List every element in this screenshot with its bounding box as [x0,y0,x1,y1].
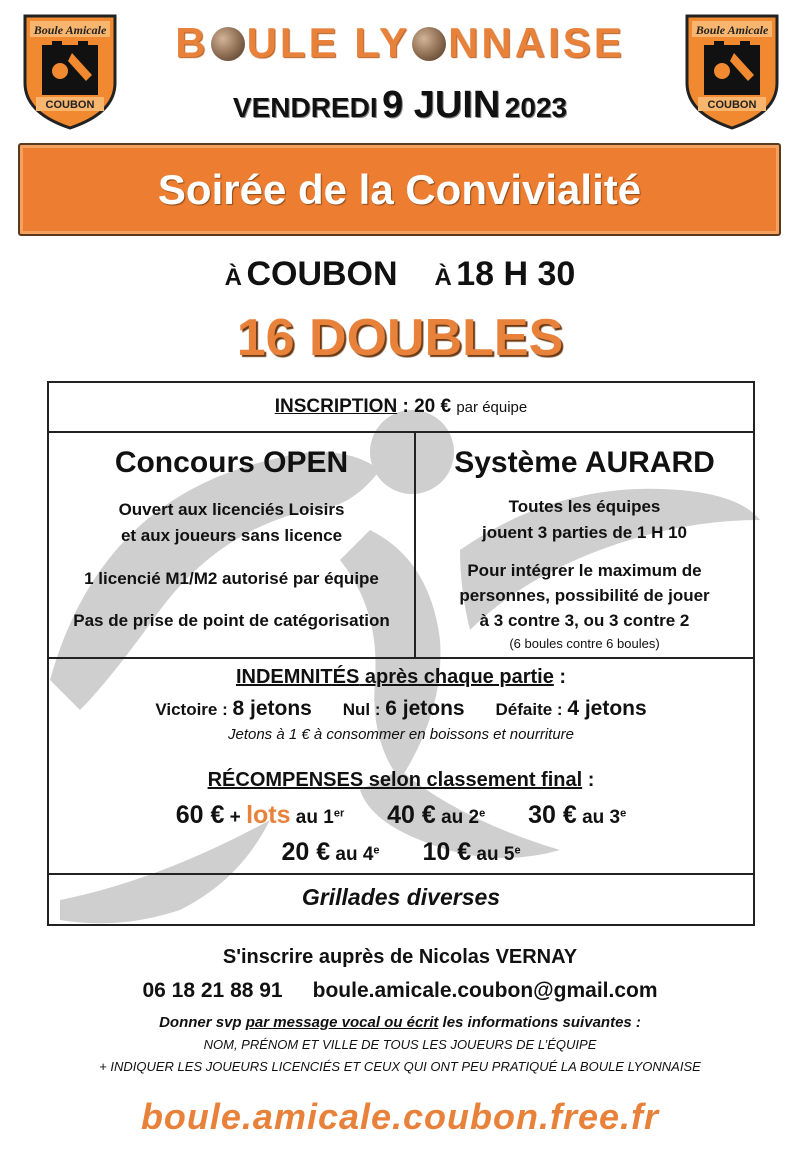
prize-5-sup: e [514,844,521,857]
indemnites-label: INDEMNITÉS [235,666,360,688]
prize-1-sup: er [333,807,345,820]
prize-1-amount: 60 € [175,801,225,829]
headline-format: 16 DOUBLES [236,309,564,367]
open-line: Pas de prise de point de catégorisation [73,611,390,630]
prize-5-place: au 5 [471,844,515,865]
table-divider [47,431,755,433]
registration-info-line: NOM, PRÉNOM ET VILLE DE TOUS LES JOUEURS DE L’ÉQUIPE [203,1037,597,1052]
prizes-row-1 [47,801,755,830]
location-prefix: À [224,264,242,291]
prize-4-amount: 20 € [281,838,331,866]
prize-3-sup: e [620,807,627,820]
prize-3-place: au 3 [576,807,621,828]
prize-5-amount: 10 € [422,838,472,866]
defaite-label: Défaite : [495,700,568,719]
club-crest-right-icon [684,13,780,131]
indemnites-title [47,666,755,689]
prize-2-sup: e [479,807,486,820]
open-line: et aux joueurs sans licence [120,526,343,545]
prizes-row-2 [47,838,755,867]
prize-1-place: au 1 [290,807,334,828]
crest-top-text: Boule Amicale [33,23,107,37]
open-line: Ouvert aux licenciés Loisirs [118,500,345,519]
inscription-suffix: par équipe [456,399,528,416]
prize-2-amount: 40 € [387,801,436,829]
time-prefix: À [434,264,452,291]
registration-note [60,1014,740,1031]
open-line: 1 licencié M1/M2 autorisé par équipe [84,569,379,588]
inscription-sep: : [397,396,415,417]
nul-value: 6 jetons [385,697,465,720]
date-year: 2023 [504,92,568,123]
note-underlined: par message vocal ou écrit [245,1014,439,1031]
defaite-value: 4 jetons [567,697,647,720]
inscription-label: INSCRIPTION [274,396,398,417]
recompenses-title [47,769,755,792]
note-suffix: les informations suivantes : [438,1014,641,1031]
grillades-row: Grillades diverses [301,884,501,910]
aurard-note: (6 boules contre 6 boules) [509,636,660,651]
table-divider [47,657,755,659]
inscription-price: 20 € [414,396,452,417]
aurard-line: jouent 3 parties de 1 H 10 [481,523,687,542]
indemnites-label-rest: après chaque partie [359,666,554,688]
aurard-title: Système AURARD [454,446,715,479]
event-date [150,80,650,130]
boule-ball-icon [412,27,446,61]
prize-1-lots: lots [246,801,291,829]
date-number: 9 JUIN [382,84,501,126]
victoire-label: Victoire : [155,700,233,719]
table-divider [47,873,755,875]
event-time: 18 H 30 [456,255,576,293]
recompenses-label-rest: selon classement final [363,769,583,791]
inscription-row [47,396,755,418]
date-day: VENDREDI [232,92,378,123]
contact-line: S'inscrire auprès de Nicolas VERNAY [222,946,578,968]
aurard-line: à 3 contre 3, ou 3 contre 2 [479,611,690,630]
jetons-note: Jetons à 1 € à consommer en boissons et nourriture [227,726,575,743]
crest-bottom-text: COUBON [45,99,95,111]
boule-ball-icon [211,27,245,61]
crest-bottom-text: COUBON [707,99,757,111]
contact-email[interactable]: boule.amicale.coubon@gmail.com [312,979,658,1002]
title-part: B [175,19,209,66]
event-banner-title: Soirée de la Convivialité [157,166,642,213]
aurard-line: personnes, possibilité de jouer [459,586,710,605]
event-location-time [100,252,700,296]
crest-top-text: Boule Amicale [695,23,769,37]
note-prefix: Donner svp [159,1014,246,1031]
prize-3-amount: 30 € [528,801,577,829]
website-link[interactable]: boule.amicale.coubon.free.fr [140,1096,660,1137]
aurard-line: Pour intégrer le maximum de [467,561,702,580]
registration-info-line: + INDIQUER LES JOUEURS LICENCIÉS ET CEUX QUI ONT PEU PRATIQUÉ LA BOULE LYONNAISE [99,1059,701,1074]
title-part: NNAISE [448,19,625,66]
page-title [150,14,650,72]
recompenses-colon: : [582,769,595,791]
club-crest-left-icon [22,13,118,131]
prize-4-sup: e [373,844,380,857]
prize-1-plus: + [224,807,247,828]
contact-phone[interactable]: 06 18 21 88 91 [142,979,283,1002]
recompenses-label: RÉCOMPENSES [207,769,364,791]
indemnites-values [47,697,755,721]
title-part: ULE LY [246,19,411,66]
victoire-value: 8 jetons [232,697,312,720]
prize-2-place: au 2 [435,807,480,828]
contact-details [60,979,740,1003]
location-place: COUBON [246,255,398,293]
indemnites-colon: : [553,666,567,688]
prize-4-place: au 4 [330,844,374,865]
aurard-line: Toutes les équipes [508,497,661,516]
nul-label: Nul : [342,700,386,719]
open-title: Concours OPEN [114,446,349,479]
